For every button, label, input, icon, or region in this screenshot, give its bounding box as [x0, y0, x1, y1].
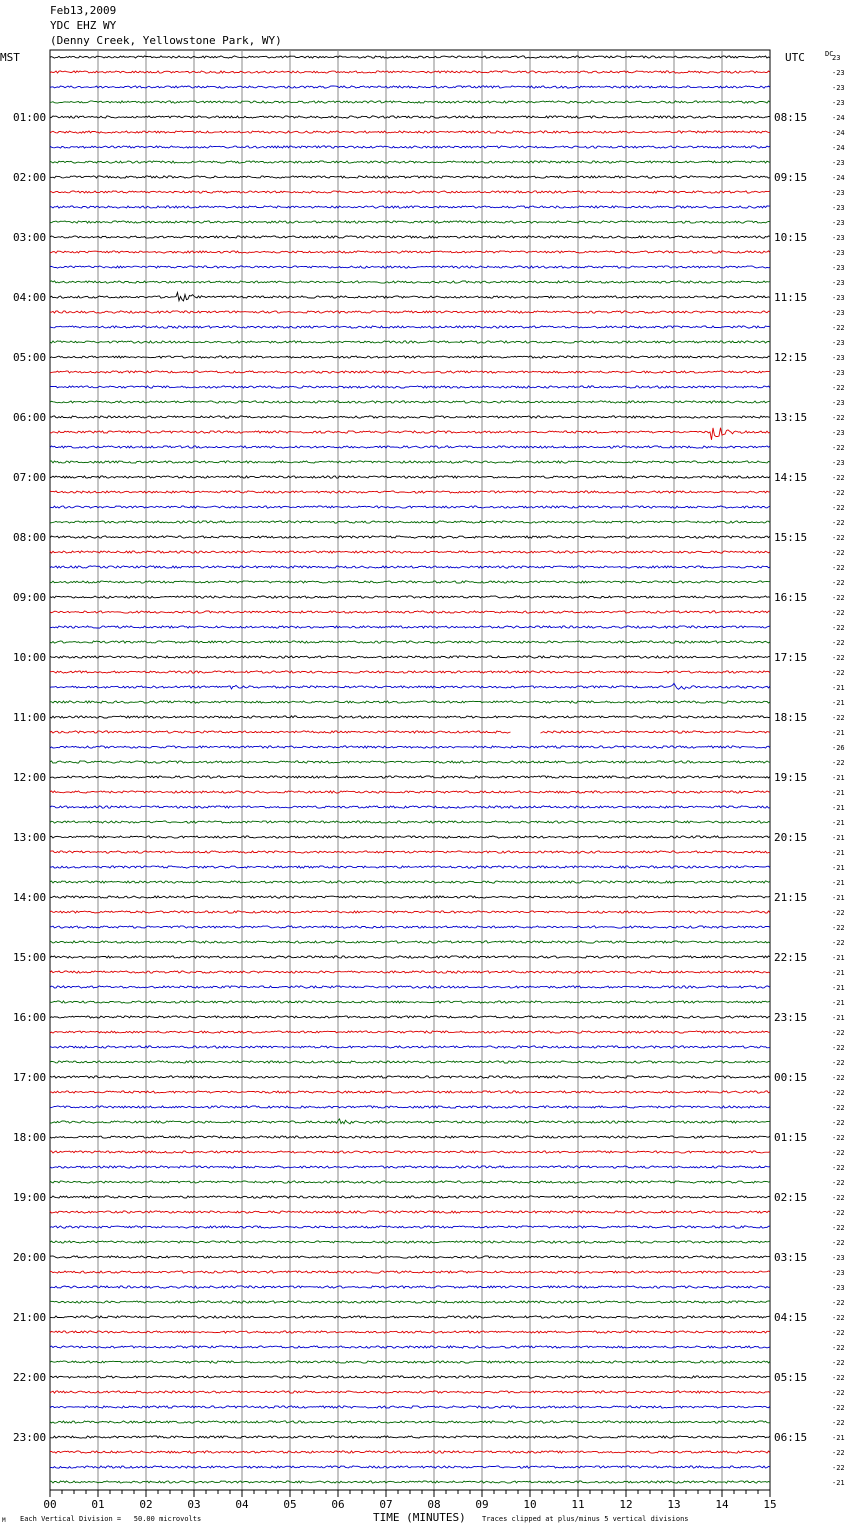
right-hour-label: 11:15: [774, 291, 808, 304]
left-hour-label: 10:00: [13, 651, 47, 664]
trace-row: [50, 116, 770, 118]
trace-row: [50, 221, 770, 223]
trace-row: [50, 536, 770, 538]
trace-row: [50, 821, 770, 823]
left-hour-label: 21:00: [13, 1311, 47, 1324]
dc-offset-label: -22: [832, 519, 845, 527]
trace-row: [50, 671, 770, 673]
trace-row: [50, 641, 770, 643]
dc-offset-label: -21: [832, 1434, 845, 1442]
dc-offset-label: -22: [832, 1359, 845, 1367]
dc-offset-label: -23: [832, 189, 845, 197]
dc-offset-label: -23: [832, 264, 845, 272]
right-hour-label: 05:15: [774, 1371, 808, 1384]
dc-offset-label: -21: [832, 774, 845, 782]
trace-row: [50, 611, 770, 613]
dc-offset-label: -23: [832, 84, 845, 92]
dc-offset-label: -22: [832, 549, 845, 557]
left-hour-label: 05:00: [13, 351, 47, 364]
dc-offset-label: -21: [832, 729, 845, 737]
trace-row: [50, 1451, 770, 1453]
dc-offset-label: -22: [832, 1449, 845, 1457]
trace-row: [50, 1406, 770, 1408]
trace-row: [50, 371, 770, 373]
trace-row: [50, 881, 770, 883]
left-hour-label: 08:00: [13, 531, 47, 544]
dc-offset-label: -22: [832, 504, 845, 512]
trace-row: [50, 1046, 770, 1048]
dc-offset-label: -24: [832, 129, 845, 137]
trace-row: [50, 866, 770, 868]
dc-offset-label: -23: [832, 279, 845, 287]
trace-row: [50, 941, 770, 943]
dc-offset-label: -21: [832, 999, 845, 1007]
dc-offset-label: -22: [832, 1344, 845, 1352]
left-hour-label: 04:00: [13, 291, 47, 304]
trace-row: [50, 1301, 770, 1303]
trace-row: [50, 731, 770, 733]
x-tick-label: 00: [43, 1498, 57, 1511]
dc-offset-label: -21: [832, 819, 845, 827]
trace-row: [50, 1376, 770, 1378]
right-hour-label: 08:15: [774, 111, 808, 124]
trace-row: [50, 416, 770, 418]
right-hour-label: 15:15: [774, 531, 808, 544]
trace-row: [50, 1016, 770, 1018]
dc-offset-label: -22: [832, 1089, 845, 1097]
left-hour-label: 16:00: [13, 1011, 47, 1024]
trace-row: [50, 86, 770, 88]
dc-offset-label: -22: [832, 1029, 845, 1037]
left-hour-label: 12:00: [13, 771, 47, 784]
trace-row: [50, 1481, 770, 1483]
dc-offset-label: -22: [832, 924, 845, 932]
station-code: YDC EHZ WY: [50, 19, 117, 32]
trace-row: [50, 776, 770, 778]
trace-row: [50, 386, 770, 388]
trace-row: [50, 1119, 770, 1124]
trace-row: [50, 131, 770, 133]
right-hour-label: 00:15: [774, 1071, 808, 1084]
dc-offset-label: -21: [832, 1014, 845, 1022]
trace-row: [50, 1031, 770, 1033]
right-hour-label: 02:15: [774, 1191, 808, 1204]
trace-row: [50, 1151, 770, 1153]
x-tick-label: 14: [715, 1498, 729, 1511]
trace-row: [50, 56, 770, 58]
right-hour-label: 01:15: [774, 1131, 808, 1144]
trace-row: [50, 851, 770, 853]
trace-row: [50, 761, 770, 763]
right-hour-label: 16:15: [774, 591, 808, 604]
dc-offset-label: -22: [832, 324, 845, 332]
left-hour-label: 02:00: [13, 171, 47, 184]
dc-offset-label: -22: [832, 1059, 845, 1067]
x-tick-label: 11: [571, 1498, 585, 1511]
right-hour-label: 04:15: [774, 1311, 808, 1324]
dc-offset-label: -22: [832, 1239, 845, 1247]
right-hour-label: 23:15: [774, 1011, 808, 1024]
trace-row: [50, 1106, 770, 1108]
x-tick-label: 12: [619, 1498, 633, 1511]
dc-offset-label: -23: [832, 234, 845, 242]
dc-offset-label: -23: [832, 369, 845, 377]
left-hour-label: 09:00: [13, 591, 47, 604]
right-hour-label: 18:15: [774, 711, 808, 724]
trace-row: [50, 1286, 770, 1288]
right-hour-label: 14:15: [774, 471, 808, 484]
dc-offset-label: -21: [832, 864, 845, 872]
right-hour-label: 22:15: [774, 951, 808, 964]
trace-row: [50, 326, 770, 328]
trace-row: [50, 551, 770, 553]
trace-row: [50, 1226, 770, 1228]
dc-offset-label: -22: [832, 1194, 845, 1202]
trace-row: [50, 1241, 770, 1243]
x-tick-label: 07: [379, 1498, 393, 1511]
right-hour-label: 06:15: [774, 1431, 808, 1444]
dc-offset-label: -22: [832, 564, 845, 572]
dc-offset-label: -22: [832, 534, 845, 542]
trace-row: [50, 1061, 770, 1063]
dc-offset-label: -22: [832, 654, 845, 662]
dc-offset-label: -22: [832, 1389, 845, 1397]
dc-offset-label: -22: [832, 1314, 845, 1322]
left-hour-label: 20:00: [13, 1251, 47, 1264]
trace-row: [50, 716, 770, 718]
trace-row: [50, 791, 770, 793]
trace-row: [50, 581, 770, 583]
dc-offset-label: -23: [832, 1269, 845, 1277]
dc-offset-label: -22: [832, 624, 845, 632]
trace-row: [50, 1271, 770, 1273]
trace-row: [50, 293, 770, 301]
trace-row: [50, 806, 770, 808]
trace-row: [50, 161, 770, 163]
dc-offset-label: -21: [832, 879, 845, 887]
trace-row: [50, 896, 770, 898]
trace-row: [50, 401, 770, 403]
left-hour-label: 17:00: [13, 1071, 47, 1084]
left-timezone-label: MST: [0, 51, 20, 64]
trace-row: [50, 1181, 770, 1183]
trace-row: [50, 341, 770, 343]
dc-offset-label: -23: [832, 399, 845, 407]
dc-offset-label: -22: [832, 474, 845, 482]
station-date: Feb13,2009: [50, 4, 117, 17]
trace-row: [50, 566, 770, 568]
trace-row: [50, 428, 770, 440]
seismogram-traces: [50, 56, 770, 1483]
dc-offset-label: -23: [832, 354, 845, 362]
right-hour-label: 10:15: [774, 231, 808, 244]
right-hour-label: 21:15: [774, 891, 808, 904]
trace-row: [50, 191, 770, 193]
dc-offset-label: -23: [832, 99, 845, 107]
left-hour-label: 15:00: [13, 951, 47, 964]
dc-offset-label: -23: [832, 204, 845, 212]
dc-offset-label: -23: [832, 459, 845, 467]
trace-row: [50, 506, 770, 508]
dc-offset-label: -21: [832, 954, 845, 962]
x-tick-label: 10: [523, 1498, 537, 1511]
dc-offset-label: -21: [832, 789, 845, 797]
dc-offset-label: -22: [832, 1179, 845, 1187]
trace-row: [50, 911, 770, 913]
trace-row: [50, 1466, 770, 1468]
x-tick-label: 02: [139, 1498, 153, 1511]
station-location: (Denny Creek, Yellowstone Park, WY): [50, 34, 282, 47]
dc-offset-label: -22: [832, 1164, 845, 1172]
dc-offset-label: -22: [832, 1224, 845, 1232]
trace-row: [50, 1166, 770, 1168]
x-tick-label: 08: [427, 1498, 441, 1511]
dc-offset-label: -22: [832, 639, 845, 647]
dc-offset-label: -22: [832, 414, 845, 422]
dc-offset-label: -22: [832, 1419, 845, 1427]
dc-offset-label: -22: [832, 594, 845, 602]
trace-row: [50, 701, 770, 703]
trace-row: [50, 251, 770, 253]
dc-offset-label: -22: [832, 1104, 845, 1112]
dc-offset-label: -21: [832, 699, 845, 707]
trace-row: [50, 176, 770, 178]
dc-offset-label: -22: [832, 1374, 845, 1382]
dc-offset-label: -21: [832, 1479, 845, 1487]
trace-row: [50, 1091, 770, 1093]
trace-row: [50, 1436, 770, 1438]
axis-labels: [0, 50, 845, 1511]
dc-column-label: DC: [825, 50, 834, 58]
x-tick-label: 09: [475, 1498, 489, 1511]
trace-row: [50, 206, 770, 208]
dc-offset-label: -22: [832, 1329, 845, 1337]
right-hour-label: 09:15: [774, 171, 808, 184]
trace-row: [50, 71, 770, 73]
dc-offset-label: -23: [832, 219, 845, 227]
dc-offset-label: -24: [832, 144, 845, 152]
trace-row: [50, 1391, 770, 1393]
dc-offset-label: -21: [832, 894, 845, 902]
dc-offset-label: -26: [832, 744, 845, 752]
left-hour-label: 18:00: [13, 1131, 47, 1144]
x-tick-label: 13: [667, 1498, 681, 1511]
left-hour-label: 03:00: [13, 231, 47, 244]
dc-offset-label: -22: [832, 1149, 845, 1157]
dc-offset-label: -22: [832, 1119, 845, 1127]
trace-row: [50, 926, 770, 928]
dc-offset-label: -24: [832, 174, 845, 182]
x-tick-label: 01: [91, 1498, 105, 1511]
trace-row: [50, 356, 770, 358]
trace-row: [50, 1361, 770, 1363]
dc-offset-label: -23: [832, 69, 845, 77]
dc-offset-label: -22: [832, 1209, 845, 1217]
dc-offset-label: -22: [832, 489, 845, 497]
right-timezone-label: UTC: [785, 51, 805, 64]
dc-offset-label: -22: [832, 669, 845, 677]
right-hour-label: 17:15: [774, 651, 808, 664]
dc-offset-label: -23: [832, 339, 845, 347]
dc-offset-label: -21: [832, 684, 845, 692]
trace-row: [50, 1136, 770, 1138]
dc-offset-label: 23: [832, 54, 841, 62]
dc-offset-label: -22: [832, 609, 845, 617]
left-hour-label: 07:00: [13, 471, 47, 484]
left-hour-label: 01:00: [13, 111, 47, 124]
corner-mark: M: [2, 1517, 6, 1524]
dc-offset-label: -21: [832, 834, 845, 842]
dc-offset-label: -22: [832, 939, 845, 947]
x-tick-label: 05: [283, 1498, 297, 1511]
left-hour-label: 11:00: [13, 711, 47, 724]
trace-row: [50, 461, 770, 463]
trace-row: [50, 266, 770, 268]
trace-row: [50, 1001, 770, 1003]
x-axis-title: TIME (MINUTES): [373, 1511, 466, 1524]
right-hour-label: 19:15: [774, 771, 808, 784]
dc-offset-label: -22: [832, 384, 845, 392]
trace-row: [50, 236, 770, 238]
dc-offset-label: -21: [832, 969, 845, 977]
dc-offset-label: -22: [832, 1044, 845, 1052]
dc-offset-label: -21: [832, 849, 845, 857]
trace-row: [50, 1346, 770, 1348]
left-hour-label: 22:00: [13, 1371, 47, 1384]
dc-offset-label: -21: [832, 984, 845, 992]
trace-row: [50, 446, 770, 448]
trace-row: [50, 956, 770, 958]
trace-row: [50, 281, 770, 283]
left-hour-label: 19:00: [13, 1191, 47, 1204]
dc-offset-label: -23: [832, 1254, 845, 1262]
trace-row: [50, 311, 770, 313]
trace-row: [50, 596, 770, 598]
trace-row: [50, 746, 770, 748]
trace-row: [50, 146, 770, 148]
trace-row: [50, 1076, 770, 1078]
x-tick-label: 03: [187, 1498, 201, 1511]
dc-offset-label: -23: [832, 309, 845, 317]
trace-row: [50, 1211, 770, 1213]
trace-row: [50, 476, 770, 478]
right-hour-label: 12:15: [774, 351, 808, 364]
trace-row: [50, 683, 770, 689]
dc-offset-label: -22: [832, 909, 845, 917]
right-hour-label: 03:15: [774, 1251, 808, 1264]
left-hour-label: 23:00: [13, 1431, 47, 1444]
dc-offset-label: -22: [832, 1299, 845, 1307]
dc-offset-label: -22: [832, 1404, 845, 1412]
trace-row: [50, 1256, 770, 1258]
trace-row: [50, 836, 770, 838]
dc-offset-label: -22: [832, 1074, 845, 1082]
left-hour-label: 14:00: [13, 891, 47, 904]
trace-row: [50, 101, 770, 103]
trace-row: [50, 1331, 770, 1333]
dc-offset-label: -23: [832, 1284, 845, 1292]
clip-note: Traces clipped at plus/minus 5 vertical divisions: [482, 1515, 689, 1523]
x-tick-label: 04: [235, 1498, 249, 1511]
trace-row: [50, 986, 770, 988]
trace-row: [50, 1421, 770, 1423]
x-tick-label: 15: [763, 1498, 777, 1511]
trace-row: [50, 971, 770, 973]
dc-offset-label: -23: [832, 159, 845, 167]
x-tick-label: 06: [331, 1498, 345, 1511]
dc-offset-label: -22: [832, 1464, 845, 1472]
left-hour-label: 13:00: [13, 831, 47, 844]
dc-offset-label: -23: [832, 249, 845, 257]
dc-offset-label: -22: [832, 759, 845, 767]
dc-offset-label: -21: [832, 804, 845, 812]
dc-offset-label: -23: [832, 429, 845, 437]
trace-row: [50, 656, 770, 658]
dc-offset-label: -24: [832, 114, 845, 122]
left-hour-label: 06:00: [13, 411, 47, 424]
trace-row: [50, 521, 770, 523]
trace-row: [50, 1196, 770, 1198]
dc-offset-label: -22: [832, 714, 845, 722]
trace-row: [50, 626, 770, 628]
dc-offset-label: -22: [832, 1134, 845, 1142]
right-hour-label: 13:15: [774, 411, 808, 424]
scale-note: Each Vertical Division = 50.00 microvolts: [20, 1515, 202, 1523]
trace-row: [50, 1316, 770, 1318]
trace-row: [50, 491, 770, 493]
right-hour-label: 20:15: [774, 831, 808, 844]
dc-offset-label: -22: [832, 444, 845, 452]
dc-offset-label: -22: [832, 579, 845, 587]
dc-offset-label: -23: [832, 294, 845, 302]
